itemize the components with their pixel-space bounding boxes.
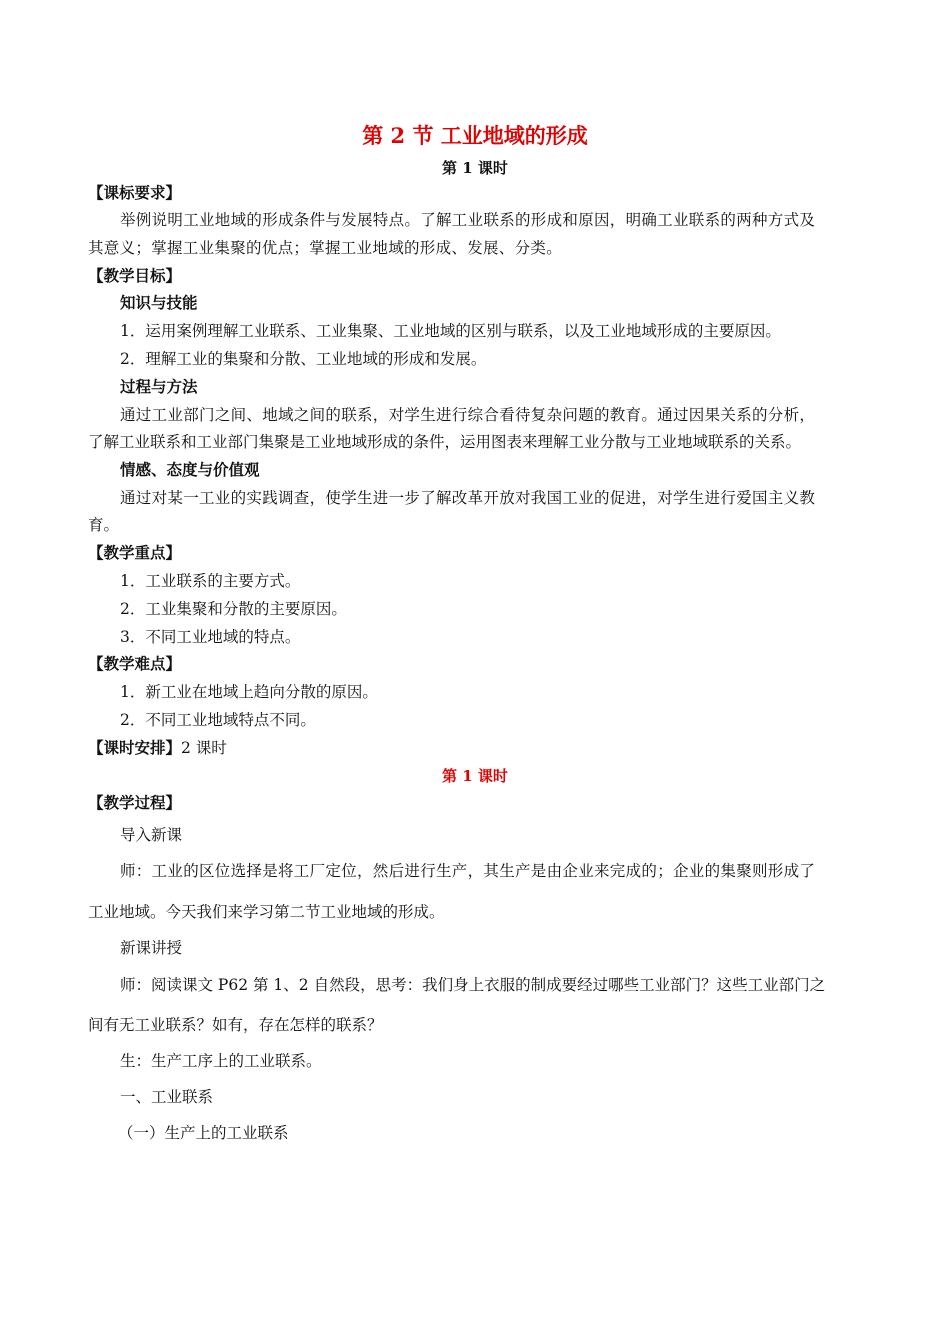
difficult-heading: 【教学难点】 [88, 654, 182, 673]
key-point-1: 1．工业联系的主要方式。 [120, 572, 301, 590]
lesson-subtitle: 第 1 课时 [442, 159, 508, 177]
process-line-1: 通过工业部门之间、地域之间的联系，对学生进行综合看待复杂问题的教育。通过因果关系的分析， [120, 406, 816, 424]
schedule-heading: 【课时安排】 [88, 738, 182, 757]
teacher-intro-line-1: 师：工业的区位选择是将工厂定位，然后进行生产，其生产是由企业来完成的；企业的集聚则形成了 [120, 862, 816, 880]
document-title: 第 2 节 工业地域的形成 [362, 123, 588, 148]
difficult-point-2: 2．不同工业地域特点不同。 [120, 711, 316, 729]
schedule-value: 2 课时 [181, 739, 227, 757]
emotion-line-1: 通过对某一工业的实践调查，使学生进一步了解改革开放对我国工业的促进，对学生进行爱国主义教 [120, 489, 816, 507]
new-lesson-label: 新课讲授 [120, 939, 183, 957]
process-line-2: 了解工业联系和工业部门集聚是工业地域形成的条件，运用图表来理解工业分散与工业地域联系的关系。 [88, 433, 802, 451]
schedule-line [88, 738, 227, 758]
point-one-heading: 一、工业联系 [120, 1088, 214, 1106]
standard-line-1: 举例说明工业地域的形成条件与发展特点。了解工业联系的形成和原因，明确工业联系的两种方式及 [120, 211, 816, 229]
process-section-heading: 【教学过程】 [88, 793, 182, 812]
standard-line-2: 其意义；掌握工业集聚的优点；掌握工业地域的形成、发展、分类。 [88, 239, 563, 257]
goals-heading: 【教学目标】 [88, 266, 182, 285]
knowledge-item-1: 1．运用案例理解工业联系、工业集聚、工业地域的区别与联系，以及工业地域形成的主要原因。 [120, 322, 781, 340]
emotion-line-2: 育。 [88, 516, 120, 534]
knowledge-item-2: 2．理解工业的集聚和分散、工业地域的形成和发展。 [120, 350, 487, 368]
key-point-3: 3．不同工业地域的特点。 [120, 628, 301, 646]
process-heading: 过程与方法 [120, 377, 198, 396]
emotion-heading: 情感、态度与价值观 [120, 460, 260, 479]
student-answer: 生：生产工序上的工业联系。 [120, 1052, 322, 1070]
standard-heading: 【课标要求】 [88, 183, 182, 202]
point-one-subheading: （一）生产上的工业联系 [118, 1124, 289, 1142]
difficult-point-1: 1．新工业在地域上趋向分散的原因。 [120, 683, 378, 701]
teacher-intro-line-2: 工业地域。今天我们来学习第二节工业地域的形成。 [88, 903, 445, 921]
knowledge-heading: 知识与技能 [120, 293, 198, 312]
teacher-question-line-2: 间有无工业联系？如有，存在怎样的联系？ [88, 1016, 383, 1034]
key-points-heading: 【教学重点】 [88, 543, 182, 562]
lesson-label: 第 1 课时 [442, 767, 508, 785]
teacher-question-line-1: 师：阅读课文 P62 第 1、2 自然段，思考：我们身上衣服的制成要经过哪些工业部门？这些工业部门之 [120, 976, 826, 994]
key-point-2: 2．工业集聚和分散的主要原因。 [120, 600, 347, 618]
intro-label: 导入新课 [120, 826, 183, 844]
